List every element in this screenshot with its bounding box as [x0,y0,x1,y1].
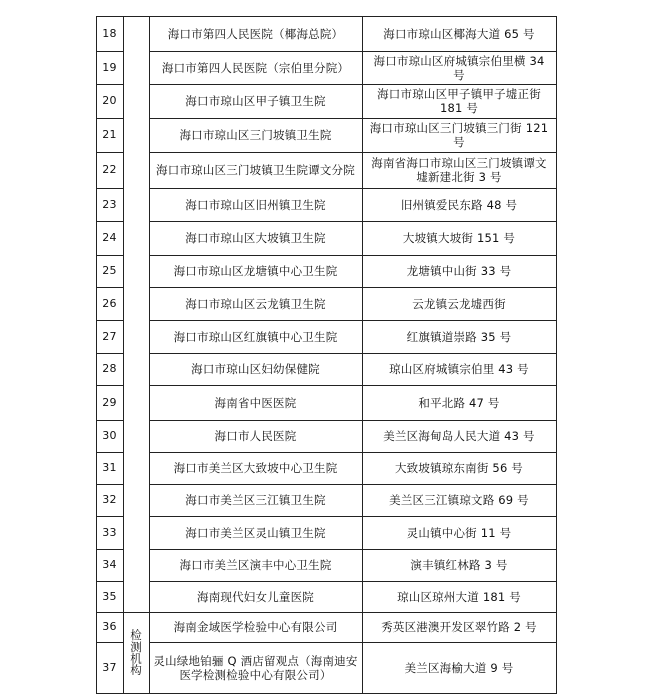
facility-address: 大坡镇大坡街 151 号 [402,231,516,245]
facility-name: 海口市人民医院 [214,429,297,443]
facility-address: 美兰区海榆大道 9 号 [404,660,514,675]
facility-address: 秀英区港澳开发区翠竹路 2 号 [381,620,537,634]
facility-name: 海口市琼山区龙塘镇中心卫生院 [173,264,338,278]
facility-address: 灵山镇中心街 11 号 [406,525,512,540]
row-number: 18 [102,26,117,40]
facility-address: 海南省海口市琼山区三门坡镇谭文墟新建北街 3 号 [371,156,547,184]
facility-name: 海口市美兰区大致坡中心卫生院 [173,461,338,475]
row-number: 29 [102,395,117,409]
row-number: 19 [102,60,117,74]
category-label: 检测机构 [129,629,143,676]
facility-name: 海口市琼山区旧州镇卫生院 [185,197,326,212]
facility-name: 海口市美兰区演丰中心卫生院 [179,558,332,572]
facility-name: 海口市琼山区妇幼保健院 [191,362,320,376]
facility-name: 海口市第四人民医院（椰海总院） [167,26,344,41]
facility-address: 红旗镇道崇路 35 号 [406,329,512,344]
facility-address: 美兰区海甸岛人民大道 43 号 [383,429,535,443]
row-number: 35 [102,589,117,603]
facility-name: 海南省中医医院 [214,395,297,410]
row-number: 28 [102,362,117,375]
facility-address: 美兰区三江镇琼文路 69 号 [389,493,529,507]
row-number: 31 [102,461,117,474]
row-number: 33 [102,525,117,539]
facility-name: 海口市琼山区三门坡镇卫生院谭文分院 [156,163,355,177]
facility-name: 海口市琼山区云龙镇卫生院 [185,296,326,311]
facility-address: 演丰镇红林路 3 号 [410,558,508,572]
facility-address: 琼山区琼州大道 181 号 [397,589,521,604]
row-number: 25 [102,264,117,277]
facility-name: 海口市第四人民医院（宗伯里分院） [161,60,350,75]
facility-address: 云龙镇云龙墟西街 [412,296,506,311]
facility-name: 海口市琼山区三门坡镇卫生院 [179,128,332,142]
row-number: 27 [102,329,117,343]
row-number: 32 [102,493,117,506]
facility-address: 海口市琼山区椰海大道 65 号 [383,26,535,41]
row-number: 34 [102,558,117,571]
facility-name: 灵山绿地铂骊 Q 酒店留观点（海南迪安医学检测检验中心有限公司） [153,653,358,682]
facility-name: 海口市琼山区甲子镇卫生院 [185,94,326,108]
col-rule-1 [123,16,124,693]
facility-name: 海口市美兰区灵山镇卫生院 [185,525,326,540]
facility-name: 海南金域医学检验中心有限公司 [173,620,338,634]
row-number: 23 [102,197,117,211]
facility-address: 大致坡镇琼东南街 56 号 [394,461,524,475]
row-number: 20 [102,94,117,107]
row-number: 36 [102,620,117,633]
facility-name: 海口市琼山区大坡镇卫生院 [185,231,326,245]
facility-address: 海口市琼山区三门坡镇三门街 121 号 [369,121,549,149]
row-number: 22 [102,163,117,176]
row-number: 30 [102,429,117,442]
row-number: 37 [102,660,117,674]
facility-address: 龙塘镇中山街 33 号 [406,264,512,278]
row-number: 24 [102,231,117,244]
facility-name: 海口市琼山区红旗镇中心卫生院 [173,329,338,344]
facility-address: 旧州镇爱民东路 48 号 [400,197,518,212]
row-number: 21 [102,128,117,141]
facility-name: 海口市美兰区三江镇卫生院 [185,493,326,507]
row-number: 26 [102,296,117,310]
facility-address: 琼山区府城镇宗伯里 43 号 [389,362,529,376]
facility-address: 和平北路 47 号 [418,395,500,410]
facility-address: 海口市琼山区府城镇宗伯里横 34 号 [373,53,545,82]
facility-name: 海南现代妇女儿童医院 [197,589,314,604]
facility-address: 海口市琼山区甲子镇甲子墟正街 181 号 [377,87,541,115]
